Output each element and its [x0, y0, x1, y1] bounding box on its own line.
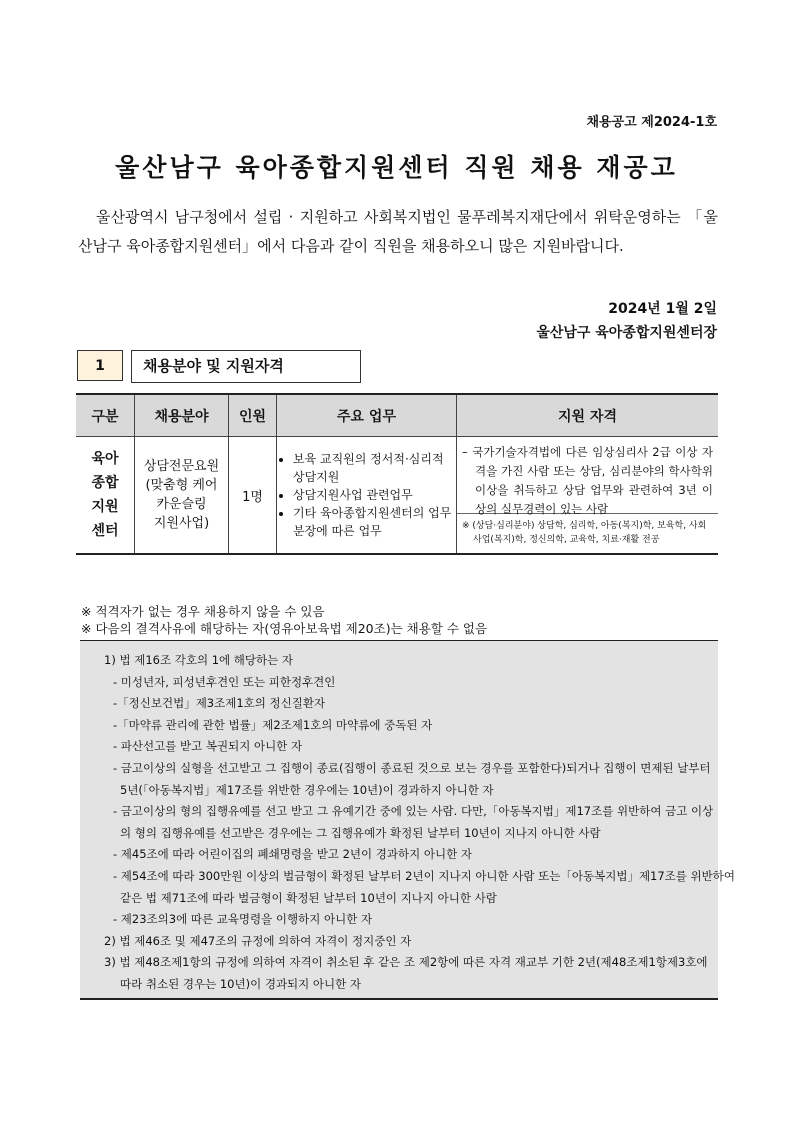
duty-item: • 기타 육아종합지원센터의 업무분장에 따른 업무	[293, 504, 453, 540]
header-field: 채용분야	[135, 394, 229, 437]
intro-paragraph	[78, 203, 718, 261]
division-line: 지원	[91, 499, 119, 515]
header-division: 구분	[76, 394, 135, 437]
qualification-note: ※ (상담·심리분야) 상담학, 심리학, 아동(복지)학, 보육학, 사회사업(복지)학, 정신의학, 교육학, 치료·재활 전공	[462, 521, 707, 545]
disqualification-item: 의 형의 집행유예를 선고받은 경우에는 그 집행유예가 확정된 날부터 10년이 지나지 아니한 사람	[120, 825, 601, 840]
qualification-cell	[457, 437, 719, 555]
division-line: 센터	[91, 523, 119, 539]
disqualification-item: - 제45조에 따라 어린이집의 폐쇄명령을 받고 2년이 경과하지 아니한 자	[113, 847, 472, 862]
duties-list	[280, 450, 453, 540]
page-title: 울산남구 육아종합지원센터 직원 채용 재공고	[115, 153, 678, 182]
disqualification-item: - 파산선고를 받고 복권되지 아니한 자	[113, 739, 303, 754]
section-title: 채용분야 및 지원자격	[131, 350, 361, 383]
division-cell	[76, 437, 135, 555]
field-line: (맞춤형 케어	[145, 478, 218, 493]
field-line: 카운슬링	[156, 497, 207, 512]
note-item: ※ 적격자가 없는 경우 채용하지 않을 수 있음	[81, 604, 325, 619]
field-line: 지원사업)	[153, 516, 210, 531]
header-duties: 주요 업무	[277, 394, 457, 437]
disqualification-item: 1) 법 제16조 각호의 1에 해당하는 자	[104, 653, 293, 667]
disqualification-item: 따라 취소된 경우는 10년)이 경과되지 아니한 자	[120, 976, 362, 991]
section-number: 1	[77, 350, 123, 381]
disqualification-item: - 제54조에 따라 300만원 이상의 벌금형이 확정된 날부터 2년이 지나지 아니한 사람 또는「아동복지법」제17조를 위반하여	[113, 868, 735, 883]
field-line: 상담전문요원	[143, 459, 220, 474]
disqualification-item: 2) 법 제46조 및 제47조의 규정에 의하여 자격이 정지중인 자	[104, 933, 412, 948]
division-line: 종합	[91, 475, 119, 491]
notice-number: 채용공고 제2024-1호	[586, 115, 717, 130]
header-qualification: 지원 자격	[457, 394, 719, 437]
disqualification-item: 5년(「아동복지법」제17조를 위반한 경우에는 10년)이 경과하지 아니한 자	[120, 782, 494, 797]
division-line: 육아	[91, 451, 119, 467]
organization-name: 울산남구 육아종합지원센터장	[536, 325, 717, 341]
disqualification-box	[80, 640, 735, 1000]
qualification-text: – 국가기술자격법에 다른 임상심리사 2급 이상 자격을 가진 사람 또는 상담, 심리분야의 학사학위 이상을 취득하고 상담 업무와 관련하여 3년 이상의 실무경력이 있는 사람	[457, 437, 718, 514]
disqualification-item: -「마약류 관리에 관한 법률」제2조제1호의 마약류에 중독된 자	[113, 717, 433, 732]
disqualification-item: - 금고이상의 형의 집행유예를 선고 받고 그 유예기간 중에 있는 사람. 다만,「아동복지법」제17조를 위반하여 금고 이상	[113, 804, 714, 819]
table-header-row	[76, 394, 718, 437]
duties-cell	[277, 437, 457, 555]
header-count: 인원	[229, 394, 277, 437]
disqualification-item: - 금고이상의 실형을 선고받고 그 집행이 종료(집행이 종료된 것으로 보는 경우를 포함한다)되거나 집행이 면제된 날부터	[113, 760, 711, 775]
disqualification-item: - 미성년자, 피성년후견인 또는 피한정후견인	[113, 674, 336, 689]
table-row	[76, 437, 718, 555]
disqualification-item: 같은 법 제71조에 따라 벌금형이 확정된 날부터 10년이 지나지 아니한 사람	[120, 890, 497, 905]
notes	[81, 603, 487, 637]
disqualification-item: -「정신보건법」제3조제1호의 정신질환자	[113, 696, 326, 711]
recruitment-table	[76, 393, 718, 555]
duty-item: • 상담지원사업 관련업무	[293, 486, 453, 504]
disqualification-item: - 제23조의3에 따른 교육명령을 이행하지 아니한 자	[113, 912, 373, 927]
announcement-date: 2024년 1월 2일	[608, 301, 717, 317]
field-cell	[135, 437, 229, 555]
duty-item: • 보육 교직원의 정서적·심리적 상담지원	[293, 450, 453, 486]
note-item: ※ 다음의 결격사유에 해당하는 자(영유아보육법 제20조)는 채용할 수 없음	[81, 621, 488, 636]
intro-text: 울산광역시 남구청에서 설립 · 지원하고 사회복지법인 물푸레복지재단에서 위탁운영하는 「울산남구 육아종합지원센터」에서 다음과 같이 직원을 채용하오니 많은 지원바랍니다.	[78, 208, 718, 255]
disqualification-item: 3) 법 제48조제1항의 규정에 의하여 자격이 취소된 후 같은 조 제2항에 따른 자격 재교부 기한 2년(제48조제1항제3호에	[104, 955, 708, 970]
count-cell: 1명	[229, 437, 277, 555]
